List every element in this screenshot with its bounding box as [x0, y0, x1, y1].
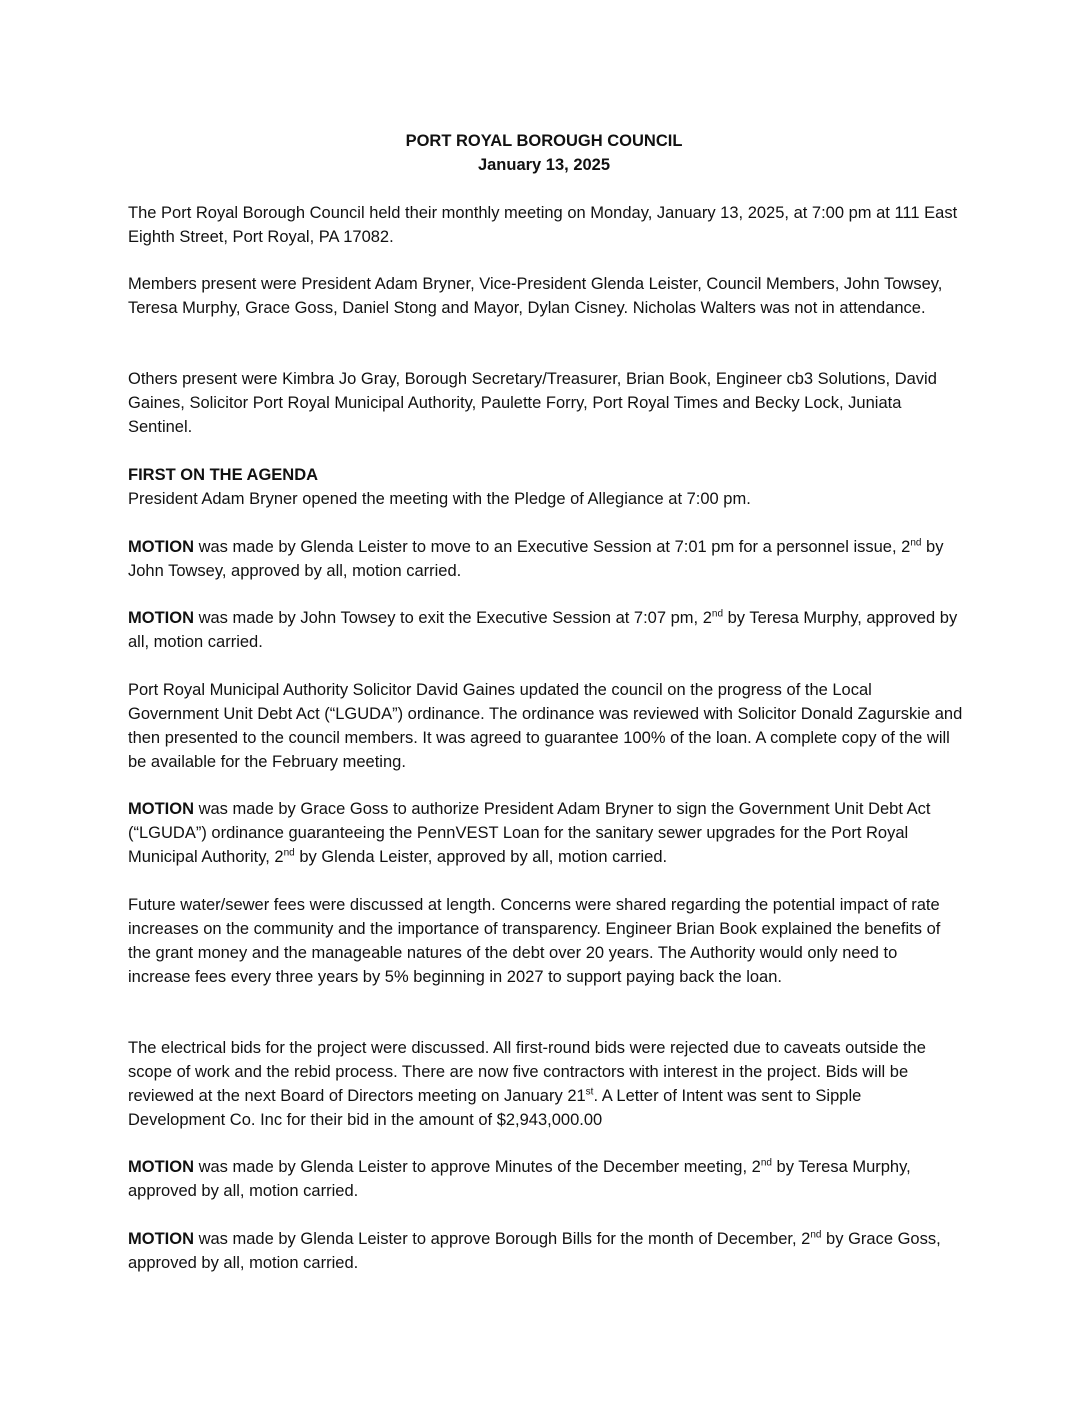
pledge-text: President Adam Bryner opened the meeting with the Pledge of Allegiance at 7:00 pm. [128, 490, 751, 508]
motion-borough-bills: MOTION was made by Glenda Leister to approve Borough Bills for the month of December, 2nd by Grace Goss, approved by all, motion carried. [128, 1229, 941, 1272]
agenda-heading: FIRST ON THE AGENDA [128, 466, 319, 484]
members-present-paragraph: Members present were President Adam Bryner, Vice-President Glenda Leister, Council Members, John Towsey, Teresa Murphy, Grace Goss, Daniel Stong and Mayor, Dylan Cisney. Nicholas Walters was not in attendance. [128, 275, 943, 317]
motion-lguda-ordinance: MOTION was made by Grace Goss to authorize President Adam Bryner to sign the Government Unit Debt Act (“LGUDA”) ordinance guaranteeing the PennVEST Loan for the sanitary sewer upgrades for the Port Royal Municipal Authority, 2nd by Glenda Leister, approved by all, motion carried. [128, 800, 931, 866]
motion-label: MOTION [128, 538, 194, 556]
motion-executive-session: MOTION was made by Glenda Leister to move to an Executive Session at 7:01 pm for a personnel issue, 2nd by John Towsey, approved by all, motion carried. [128, 537, 944, 580]
motion-label: MOTION [128, 609, 194, 627]
document-title: PORT ROYAL BOROUGH COUNCIL [405, 132, 683, 150]
motion-label: MOTION [128, 1158, 194, 1176]
motion-exit-session: MOTION was made by John Towsey to exit the Executive Session at 7:07 pm, 2nd by Teresa Murphy, approved by all, motion carried. [128, 608, 958, 651]
intro-paragraph: The Port Royal Borough Council held their monthly meeting on Monday, January 13, 2025, at 7:00 pm at 111 East Eighth Street, Port Royal, PA 17082. [128, 204, 958, 246]
others-present-paragraph: Others present were Kimbra Jo Gray, Borough Secretary/Treasurer, Brian Book, Engineer cb3 Solutions, David Gaines, Solicitor Port Royal Municipal Authority, Paulette Forry, Port Royal Times and Becky Lock, Juniata Sentinel. [128, 370, 937, 436]
motion-label: MOTION [128, 1230, 194, 1248]
motion-label: MOTION [128, 800, 194, 818]
lguda-update-paragraph: Port Royal Municipal Authority Solicitor David Gaines updated the council on the progress of the Local Government Unit Debt Act (“LGUDA”) ordinance. The ordinance was reviewed with Solicitor Donald Zagurskie and then presented to the council members. It was agreed to guarantee 100% of the loan. A complete copy of the will be available for the February meeting. [128, 681, 963, 771]
meeting-date: January 13, 2025 [477, 156, 611, 174]
electrical-bids-paragraph: The electrical bids for the project were discussed. All first-round bids were rejected due to caveats outside the scope of work and the rebid process. There are now five contractors with interest in the project. Bids will be reviewed at the next Board of Directors meeting on January 21st. A Letter of Intent was sent to Sipple Development Co. Inc for their bid in the amount of $2,943,000.00 [128, 1039, 926, 1129]
agenda-section [128, 463, 963, 511]
motion-december-minutes: MOTION was made by Glenda Leister to approve Minutes of the December meeting, 2nd by Teresa Murphy, approved by all, motion carried. [128, 1157, 911, 1200]
fees-discussion-paragraph: Future water/sewer fees were discussed at length. Concerns were shared regarding the potential impact of rate increases on the community and the importance of transparency. Engineer Brian Book explained the benefits of the grant money and the manageable natures of the debt over 20 years. The Authority would only need to increase fees every three years by 5% beginning in 2027 to support paying back the loan. [128, 896, 941, 986]
